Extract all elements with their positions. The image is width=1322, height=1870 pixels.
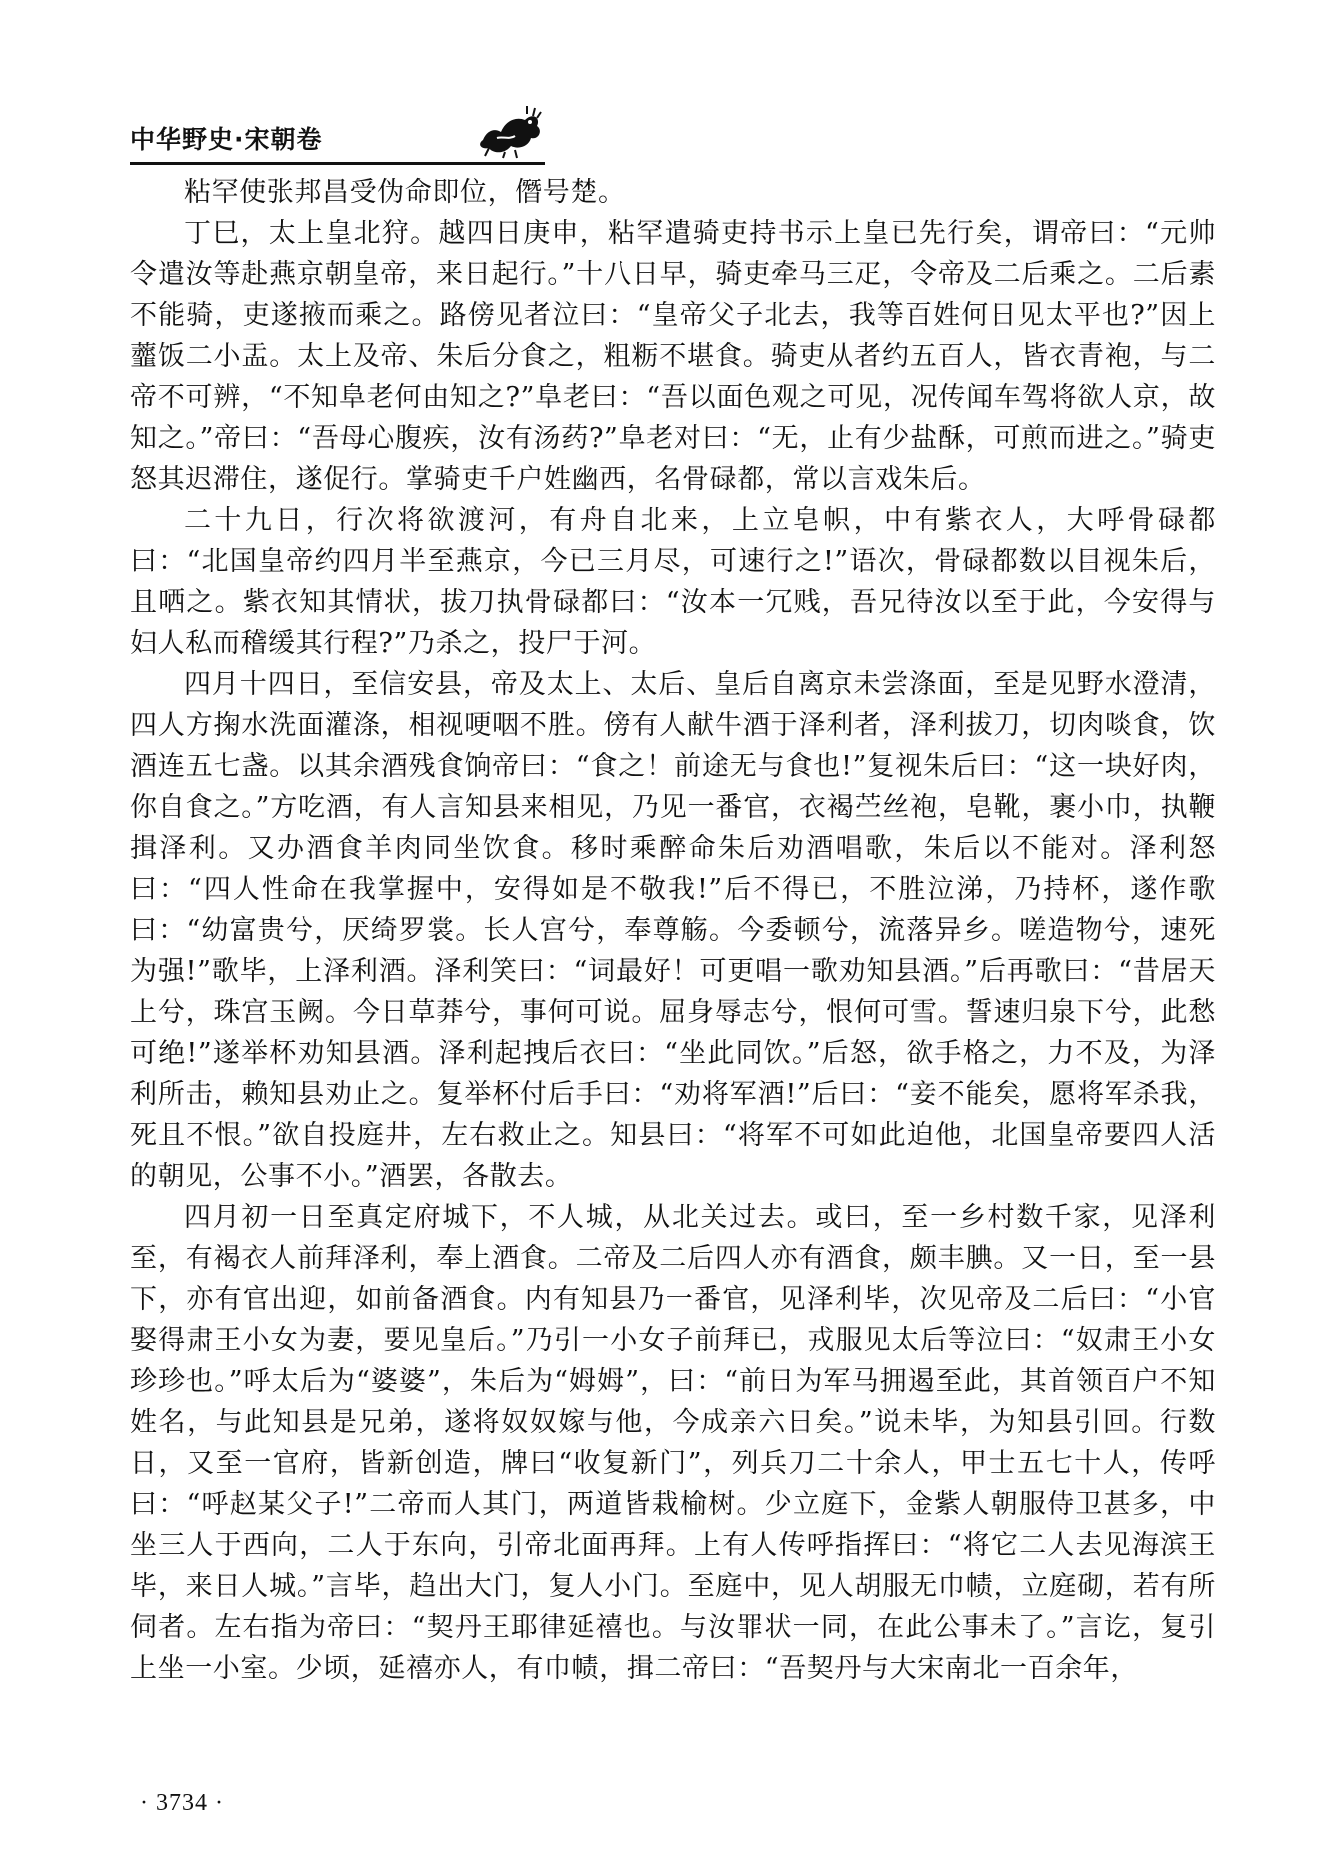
- paragraph: 粘罕使张邦昌受伪命即位，僭号楚。: [184, 177, 626, 208]
- paragraph: 丁巳，太上皇北狩。越四日庚申，粘罕遣骑吏持书示上皇已先行矣，谓帝曰：“元帅令遣汝等赴燕京朝皇帝，来日起行。”十八日早，骑吏牵马三疋，令帝及二后乘之。二后素不能骑，吏遂掖而乘之。路傍见者泣曰：“皇帝父子北去，我等百姓何日见太平也?”因上虀饭二小盂。太上及帝、朱后分食之，粗粝不堪食。骑吏从者约五百人，皆衣青袍，与二帝不可辨，“不知阜老何由知之?”阜老曰：“吾以面色观之可见，况传闻车驾将欲人京，故知之。”帝曰：“吾母心腹疾，汝有汤药?”阜老对曰：“无，止有少盐酥，可煎而进之。”骑吏怒其迟滞住，遂促行。掌骑吏千户姓幽西，名骨碌都，常以言戏朱后。: [130, 218, 1216, 495]
- running-title: 中华野史·宋朝卷: [130, 125, 323, 154]
- article-body: [130, 172, 1216, 1689]
- paragraph: 四月初一日至真定府城下，不人城，从北关过去。或曰，至一乡村数千家，见泽利至，有褐衣人前拜泽利，奉上酒食。二帝及二后四人亦有酒食，颇丰腆。又一日，至一县下，亦有官出迎，如前备酒食。内有知县乃一番官，见泽利毕，次见帝及二后曰：“小官娶得肃王小女为妻，要见皇后。”乃引一小女子前拜已，戎服见太后等泣曰：“奴肃王小女珍珍也。”呼太后为“婆婆”，朱后为“姆姆”，曰：“前日为军马拥遏至此，其首领百户不知姓名，与此知县是兄弟，遂将奴奴嫁与他，今成亲六日矣。”说未毕，为知县引回。行数日，又至一官府，皆新创造，牌曰“收复新门”，列兵刀二十余人，甲士五七十人，传呼曰：“呼赵某父子!”二帝而人其门，两道皆栽榆树。少立庭下，金紫人朝服侍卫甚多，中坐三人于西向，二人于东向，引帝北面再拜。上有人传呼指挥曰：“将它二人去见海滨王毕，来日人城。”言毕，趋出大门，复人小门。至庭中，见人胡服无巾帻，立庭砌，若有所伺者。左右指为帝曰：“契丹王耶律延禧也。与汝罪状一同，在此公事未了。”言讫，复引上坐一小室。少顷，延禧亦人，有巾帻，揖二帝曰：“吾契丹与大宋南北一百余年，: [130, 1202, 1216, 1684]
- paragraph: 二十九日，行次将欲渡河，有舟自北来，上立皂帜，中有紫衣人，大呼骨碌都曰：“北国皇帝约四月半至燕京，今已三月尽，可速行之!”语次，骨碌都数以目视朱后，且哂之。紫衣知其情状，拔刀执骨碌都曰：“汝本一冗贱，吾兄待汝以至于此，今安得与妇人私而稽缓其行程?”乃杀之，投尸于河。: [130, 505, 1216, 659]
- header-rule: [130, 162, 545, 165]
- dragon-emblem-icon: [475, 100, 545, 160]
- page-number: · 3734 ·: [140, 1790, 224, 1816]
- paragraph: 四月十四日，至信安县，帝及太上、太后、皇后自离京未尝涤面，至是见野水澄清，四人方掬水洗面灌涤，相视哽咽不胜。傍有人献牛酒于泽利者，泽利拔刀，切肉啖食，饮酒连五七盏。以其余酒残食饷帝曰：“食之！前途无与食也!”复视朱后曰：“这一块好肉，你自食之。”方吃酒，有人言知县来相见，乃见一番官，衣褐苎丝袍，皂靴，裹小巾，执鞭揖泽利。又办酒食羊肉同坐饮食。移时乘醉命朱后劝酒唱歌，朱后以不能对。泽利怒曰：“四人性命在我掌握中，安得如是不敬我!”后不得已，不胜泣涕，乃持杯，遂作歌曰：“幼富贵兮，厌绮罗裳。长人宫兮，奉尊觞。今委顿兮，流落异乡。嗟造物兮，速死为强!”歌毕，上泽利酒。泽利笑曰：“词最好！可更唱一歌劝知县酒。”后再歌曰：“昔居天上兮，珠宫玉阙。今日草莽兮，事何可说。屈身辱志兮，恨何可雪。誓速归泉下兮，此愁可绝!”遂举杯劝知县酒。泽利起拽后衣曰：“坐此同饮。”后怒，欲手格之，力不及，为泽利所击，赖知县劝止之。复举杯付后手曰：“劝将军酒!”后曰：“妾不能矣，愿将军杀我，死且不恨。”欲自投庭井，左右救止之。知县曰：“将军不可如此迫他，北国皇帝要四人活的朝见，公事不小。”酒罢，各散去。: [130, 669, 1216, 1192]
- page-header: [130, 112, 1190, 162]
